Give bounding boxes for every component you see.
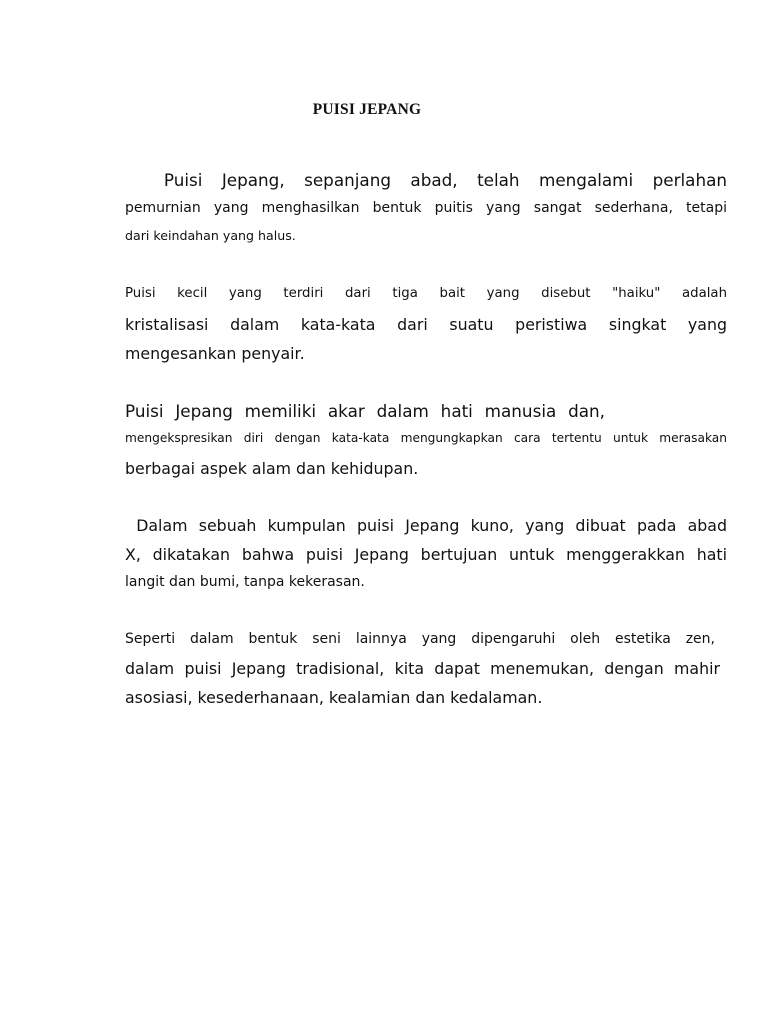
paragraph-1-line-3: dari keindahan yang halus. bbox=[125, 228, 296, 243]
paragraph-1-line-2: pemurnian yang menghasilkan bentuk puitis yang sangat sederhana, tetapi bbox=[125, 200, 727, 216]
paragraph-4-line-2: X, dikatakan bahwa puisi Jepang bertujuan untuk menggerakkan hati bbox=[125, 545, 727, 564]
paragraph-2-line-3: mengesankan penyair. bbox=[125, 344, 305, 363]
paragraph-2-line-1: Puisi kecil yang terdiri dari tiga bait yang disebut "haiku" adalah bbox=[125, 286, 727, 301]
paragraph-5-line-1: Seperti dalam bentuk seni lainnya yang dipengaruhi oleh estetika zen, bbox=[125, 631, 715, 647]
paragraph-5-line-2: dalam puisi Jepang tradisional, kita dapat menemukan, dengan mahir bbox=[125, 659, 720, 678]
paragraph-4-line-3: langit dan bumi, tanpa kekerasan. bbox=[125, 574, 365, 590]
paragraph-2-line-2: kristalisasi dalam kata-kata dari suatu peristiwa singkat yang bbox=[125, 315, 727, 334]
paragraph-4-line-1: Dalam sebuah kumpulan puisi Jepang kuno, yang dibuat pada abad bbox=[125, 516, 727, 535]
document-title: PUISI JEPANG bbox=[312, 101, 422, 118]
paragraph-1-line-1: Puisi Jepang, sepanjang abad, telah mengalami perlahan bbox=[125, 170, 727, 190]
paragraph-3-line-3: berbagai aspek alam dan kehidupan. bbox=[125, 459, 419, 478]
paragraph-3-line-2: mengekspresikan diri dengan kata-kata mengungkapkan cara tertentu untuk merasakan bbox=[125, 431, 727, 445]
paragraph-3-line-1: Puisi Jepang memiliki akar dalam hati manusia dan, bbox=[125, 401, 605, 421]
paragraph-5-line-3: asosiasi, kesederhanaan, kealamian dan kedalaman. bbox=[125, 688, 543, 707]
